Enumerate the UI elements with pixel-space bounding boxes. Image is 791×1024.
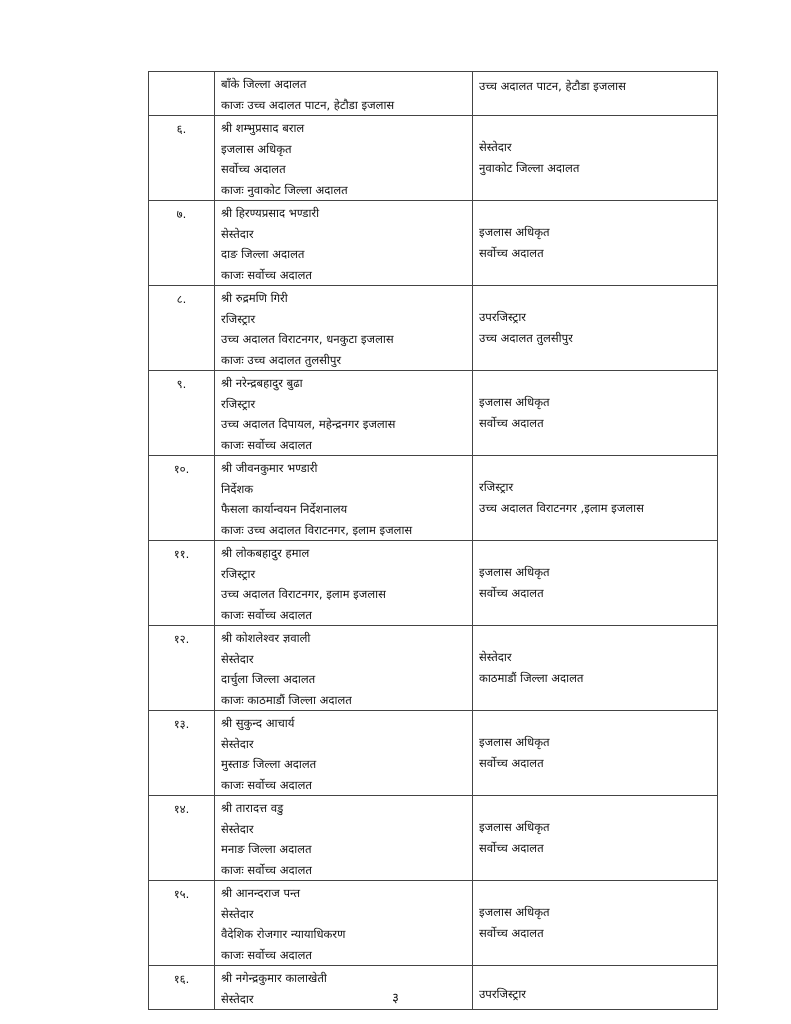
- serial-number: ९.: [149, 371, 215, 456]
- serial-number: [149, 72, 215, 116]
- serial-number: ८.: [149, 286, 215, 371]
- cell-line: सर्वोच्च अदालत: [221, 162, 286, 176]
- current-post-cell: [215, 881, 473, 966]
- current-post-cell: [215, 796, 473, 881]
- cell-line: इजलास अधिकृत: [479, 395, 550, 409]
- cell-line: रजिस्ट्रार: [479, 480, 514, 494]
- serial-number: १३.: [149, 711, 215, 796]
- serial-number: १२.: [149, 626, 215, 711]
- current-post-cell: [215, 626, 473, 711]
- cell-line: सेस्तेदार: [479, 140, 512, 154]
- cell-line: उपरजिस्ट्रार: [479, 310, 527, 324]
- page-number: ३: [392, 991, 399, 1006]
- current-post-cell: [215, 201, 473, 286]
- current-post-cell: [215, 72, 473, 116]
- table-row: [149, 286, 718, 371]
- cell-line: श्री जीवनकुमार भण्डारी: [221, 461, 318, 475]
- serial-number: ६.: [149, 116, 215, 201]
- table-row: [149, 711, 718, 796]
- cell-line: उच्च अदालत तुलसीपुर: [479, 331, 573, 345]
- new-post-cell: [473, 371, 718, 456]
- cell-line: काठमाडौं जिल्ला अदालत: [479, 671, 584, 685]
- cell-line: काजः सर्वोच्च अदालत: [221, 777, 312, 792]
- table-row: [149, 626, 718, 711]
- cell-line: सेस्तेदार: [221, 736, 254, 751]
- cell-line: बाँके जिल्ला अदालत: [221, 77, 307, 91]
- serial-number: ७.: [149, 201, 215, 286]
- cell-line: काजः सर्वोच्च अदालत: [221, 947, 312, 962]
- new-post-cell: [473, 72, 718, 116]
- cell-line: सर्वोच्च अदालत: [479, 416, 544, 430]
- new-post-cell: [473, 881, 718, 966]
- serial-number: ११.: [149, 541, 215, 626]
- serial-number: १४.: [149, 796, 215, 881]
- cell-line: रजिस्ट्रार: [221, 566, 256, 581]
- cell-line: सर्वोच्च अदालत: [479, 246, 544, 260]
- cell-line: काजः सर्वोच्च अदालत: [221, 607, 312, 622]
- cell-line: सेस्तेदार: [221, 991, 254, 1006]
- cell-line: नुवाकोट जिल्ला अदालत: [479, 161, 580, 175]
- new-post-cell: [473, 116, 718, 201]
- new-post-cell: [473, 286, 718, 371]
- cell-line: उच्च अदालत दिपायल, महेन्द्रनगर इजलास: [221, 417, 396, 431]
- cell-line: श्री नरेन्द्रबहादुर बुढा: [221, 376, 303, 390]
- cell-line: काजः उच्च अदालत पाटन, हेटौडा इजलास: [221, 97, 395, 112]
- serial-number: १६.: [149, 966, 215, 1010]
- cell-line: काजः सर्वोच्च अदालत: [221, 862, 312, 877]
- serial-number: १०.: [149, 456, 215, 541]
- cell-line: इजलास अधिकृत: [479, 735, 550, 749]
- new-post-cell: [473, 201, 718, 286]
- cell-line: इजलास अधिकृत: [479, 565, 550, 579]
- cell-line: श्री शम्भुप्रसाद बराल: [221, 121, 305, 135]
- cell-line: सर्वोच्च अदालत: [479, 586, 544, 600]
- cell-line: श्री कोशलेश्वर ज्ञवाली: [221, 631, 311, 645]
- cell-line: सर्वोच्च अदालत: [479, 926, 544, 940]
- table-row: [149, 796, 718, 881]
- cell-line: श्री आनन्दराज पन्त: [221, 886, 301, 900]
- cell-line: इजलास अधिकृत: [479, 225, 550, 239]
- cell-line: काजः उच्च अदालत विराटनगर, इलाम इजलास: [221, 522, 413, 537]
- current-post-cell: [215, 456, 473, 541]
- current-post-cell: [215, 371, 473, 456]
- cell-line: सेस्तेदार: [221, 821, 254, 836]
- new-post-cell: [473, 796, 718, 881]
- cell-line: मुस्ताङ जिल्ला अदालत: [221, 757, 317, 771]
- table-row: [149, 371, 718, 456]
- cell-line: दार्चुला जिल्ला अदालत: [221, 672, 316, 686]
- cell-line: काजः सर्वोच्च अदालत: [221, 437, 312, 452]
- table-row: [149, 881, 718, 966]
- cell-line: इजलास अधिकृत: [221, 141, 292, 156]
- transfer-table: [148, 71, 718, 1010]
- cell-line: वैदेशिक रोजगार न्यायाधिकरण: [221, 927, 346, 941]
- cell-line: श्री नगेन्द्रकुमार कालाखेती: [221, 971, 327, 985]
- cell-line: उपरजिस्ट्रार: [479, 987, 527, 1001]
- cell-line: मनाङ जिल्ला अदालत: [221, 842, 312, 856]
- cell-line: उच्च अदालत विराटनगर, धनकुटा इजलास: [221, 332, 394, 346]
- cell-line: श्री लोकबहादुर हमाल: [221, 546, 310, 560]
- cell-line: श्री हिरण्यप्रसाद भण्डारी: [221, 206, 320, 220]
- cell-line: सेस्तेदार: [221, 651, 254, 666]
- table-row: [149, 541, 718, 626]
- cell-line: काजः नुवाकोट जिल्ला अदालत: [221, 182, 348, 197]
- cell-line: सेस्तेदार: [479, 650, 512, 664]
- serial-number: १५.: [149, 881, 215, 966]
- cell-line: श्री सुकुन्द आचार्य: [221, 716, 295, 730]
- cell-line: सर्वोच्च अदालत: [479, 841, 544, 855]
- cell-line: इजलास अधिकृत: [479, 905, 550, 919]
- new-post-cell: [473, 541, 718, 626]
- cell-line: सर्वोच्च अदालत: [479, 756, 544, 770]
- table-row: [149, 72, 718, 116]
- current-post-cell: [215, 541, 473, 626]
- cell-line: उच्च अदालत विराटनगर ,इलाम इजलास: [479, 501, 644, 515]
- table-row: [149, 456, 718, 541]
- cell-line: सेस्तेदार: [221, 226, 254, 241]
- cell-line: उच्च अदालत विराटनगर, इलाम इजलास: [221, 587, 386, 601]
- cell-line: दाङ जिल्ला अदालत: [221, 247, 305, 261]
- cell-line: श्री तारादत्त वडु: [221, 801, 284, 815]
- current-post-cell: [215, 286, 473, 371]
- cell-line: काजः काठमाडौं जिल्ला अदालत: [221, 692, 352, 707]
- cell-line: रजिस्ट्रार: [221, 311, 256, 326]
- new-post-cell: [473, 626, 718, 711]
- cell-line: उच्च अदालत पाटन, हेटौडा इजलास: [479, 79, 626, 93]
- current-post-cell: [215, 116, 473, 201]
- cell-line: काजः सर्वोच्च अदालत: [221, 267, 312, 282]
- cell-line: सेस्तेदार: [221, 906, 254, 921]
- cell-line: काजः उच्च अदालत तुलसीपुर: [221, 352, 342, 367]
- cell-line: फैसला कार्यान्वयन निर्देशनालय: [221, 502, 348, 516]
- cell-line: निर्देशक: [221, 481, 254, 496]
- new-post-cell: [473, 711, 718, 796]
- table-row: [149, 116, 718, 201]
- cell-line: श्री रुद्रमणि गिरी: [221, 291, 288, 305]
- cell-line: इजलास अधिकृत: [479, 820, 550, 834]
- new-post-cell: [473, 456, 718, 541]
- cell-line: रजिस्ट्रार: [221, 396, 256, 411]
- table-row: [149, 201, 718, 286]
- current-post-cell: [215, 711, 473, 796]
